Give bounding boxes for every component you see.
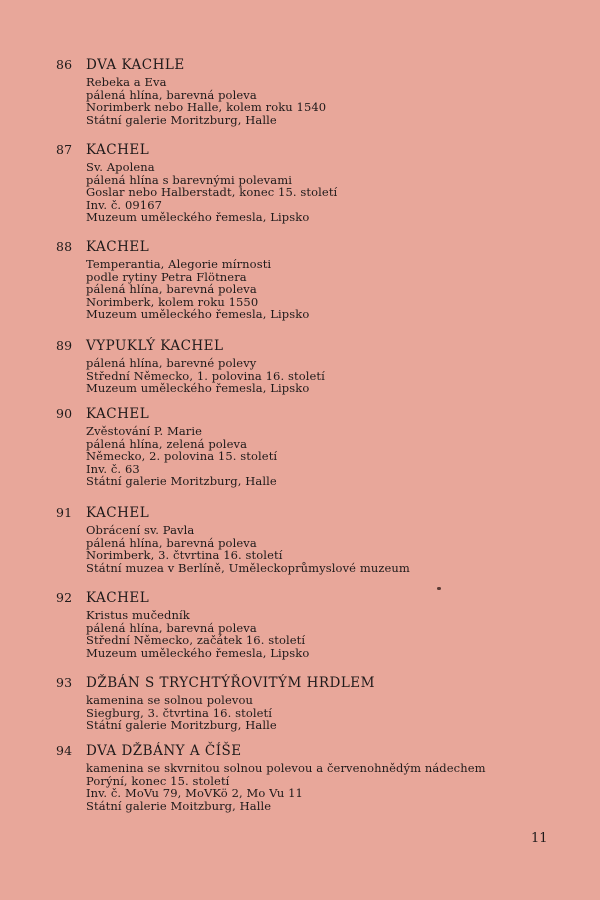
entry-detail-line: Inv. č. MoVu 79, MoVKö 2, Mo Vu 11 <box>86 786 303 801</box>
entry-detail-line: Inv. č. 09167 <box>86 197 163 212</box>
entry-detail-line: kamenina se solnou polevou <box>86 693 253 707</box>
entry-number: 91 <box>56 505 73 520</box>
entry-number: 94 <box>56 743 73 758</box>
entry-detail-line: pálená hlína, barevná poleva <box>86 87 257 102</box>
entry-title: KACHEL <box>86 406 150 422</box>
entry-detail-line: Muzeum uměleckého řemesla, Lipsko <box>86 645 310 660</box>
entry-detail-line: Sv. Apolena <box>86 160 155 174</box>
entry-details <box>86 694 277 732</box>
entry-detail-line: pálená hlína, barevné polevy <box>86 356 257 370</box>
entry-detail-line: Siegburg, 3. čtvrtina 16. století <box>86 705 273 720</box>
entry-details <box>86 425 277 488</box>
entry-detail-line: Státní muzea v Berlíně, Uměleckoprůmyslové muzeum <box>86 560 410 575</box>
entry-details <box>86 762 486 812</box>
entry-detail-line: Muzeum uměleckého řemesla, Lipsko <box>86 307 310 322</box>
entry-detail-line: Muzeum uměleckého řemesla, Lipsko <box>86 381 310 396</box>
entry-detail-line: Státní galerie Moitzburg, Halle <box>86 798 272 813</box>
entry-detail-line: Střední Německo, 1. polovina 16. století <box>86 368 325 383</box>
entry-detail-line: pálená hlína, zelená poleva <box>86 436 248 451</box>
entry-title: KACHEL <box>86 239 150 255</box>
entry-detail-line: Norimberk nebo Halle, kolem roku 1540 <box>86 100 327 115</box>
entry-details <box>86 357 325 395</box>
entry-title: DVA KACHLE <box>86 57 185 73</box>
entry-details <box>86 524 410 574</box>
entry-detail-line: Inv. č. 63 <box>86 461 140 476</box>
entry-detail-line: pálená hlína, barevná poleva <box>86 620 257 635</box>
entry-detail-line: pálená hlína, barevná poleva <box>86 282 257 297</box>
entry-detail-line: podle rytiny Petra Flötnera <box>86 269 247 284</box>
entry-number: 88 <box>56 239 73 254</box>
entry-title: KACHEL <box>86 505 150 521</box>
entry-detail-line: Norimberk, kolem roku 1550 <box>86 294 259 309</box>
page-number: 11 <box>531 831 548 846</box>
entry-title: DŽBÁN S TRYCHTÝŘOVITÝM HRDLEM <box>86 675 375 691</box>
entry-detail-line: Německo, 2. polovina 15. století <box>86 449 278 464</box>
entry-detail-line: Kristus mučedník <box>86 608 190 622</box>
entry-detail-line: Temperantia, Alegorie mírnosti <box>86 257 272 271</box>
entry-detail-line: Zvěstování P. Marie <box>86 424 203 438</box>
entry-number: 86 <box>56 57 73 72</box>
entry-detail-line: pálená hlína, barevná poleva <box>86 535 257 550</box>
entry-detail-line: Norimberk, 3. čtvrtina 16. století <box>86 548 283 563</box>
entry-detail-line: Rebeka a Eva <box>86 75 167 89</box>
entry-title: VYPUKLÝ KACHEL <box>86 338 224 354</box>
entry-detail-line: Státní galerie Moritzburg, Halle <box>86 112 277 127</box>
entry-detail-line: Střední Německo, začátek 16. století <box>86 633 306 648</box>
paper-speck <box>437 587 441 590</box>
entry-title: KACHEL <box>86 142 150 158</box>
entry-detail-line: Obrácení sv. Pavla <box>86 523 195 537</box>
entry-number: 92 <box>56 590 73 605</box>
entry-detail-line: kamenina se skvrnitou solnou polevou a červenohnědým nádechem <box>86 761 486 775</box>
entry-title: DVA DŽBÁNY A ČÍŠE <box>86 743 242 759</box>
entry-details <box>86 76 326 126</box>
entry-detail-line: Státní galerie Moritzburg, Halle <box>86 718 277 733</box>
entry-details <box>86 161 337 224</box>
entry-detail-line: Porýní, konec 15. století <box>86 773 230 788</box>
entry-number: 89 <box>56 338 73 353</box>
entry-details <box>86 258 309 321</box>
entry-detail-line: Goslar nebo Halberstadt, konec 15. století <box>86 185 338 200</box>
entry-detail-line: pálená hlína s barevnými polevami <box>86 172 293 187</box>
entry-number: 90 <box>56 406 73 421</box>
entry-title: KACHEL <box>86 590 150 606</box>
entry-detail-line: Muzeum uměleckého řemesla, Lipsko <box>86 210 310 225</box>
entry-detail-line: Státní galerie Moritzburg, Halle <box>86 474 277 489</box>
entry-number: 87 <box>56 142 73 157</box>
entry-details <box>86 609 309 659</box>
entry-number: 93 <box>56 675 73 690</box>
